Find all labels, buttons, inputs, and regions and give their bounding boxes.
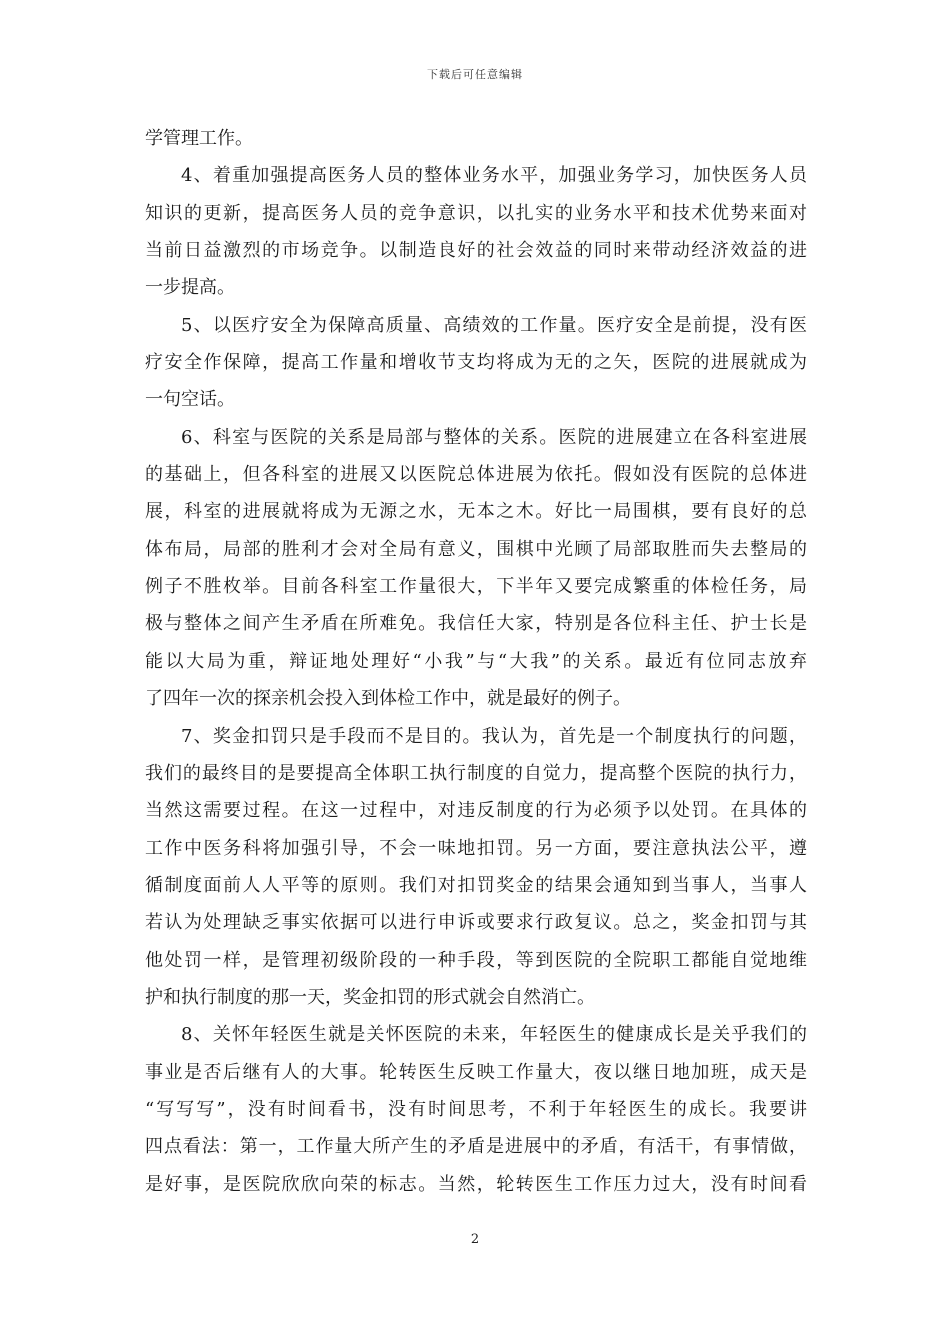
paragraph-line: 若认为处理缺乏事实依据可以进行申诉或要求行政复议。总之，奖金扣罚与其 xyxy=(145,912,807,934)
paragraph-line: 极与整体之间产生矛盾在所难免。我信任大家，特别是各位科主任、护士长是 xyxy=(145,613,807,635)
paragraph-line: 4、着重加强提高医务人员的整体业务水平，加强业务学习，加快医务人员 xyxy=(181,165,807,187)
paragraph-line: 事业是否后继有人的大事。轮转医生反映工作量大，夜以继日地加班，成天是 xyxy=(145,1061,807,1083)
paragraph-line: 循制度面前人人平等的原则。我们对扣罚奖金的结果会通知到当事人，当事人 xyxy=(145,874,807,896)
paragraph-line: 的基础上，但各科室的进展又以医院总体进展为依托。假如没有医院的总体进 xyxy=(145,464,807,486)
paragraph-line: 一句空话。 xyxy=(145,389,235,411)
paragraph-line: 展，科室的进展就将成为无源之水，无本之木。好比一局围棋，要有良好的总 xyxy=(145,501,807,523)
paragraph-line: 疗安全作保障，提高工作量和增收节支均将成为无的之矢，医院的进展就成为 xyxy=(145,352,807,374)
page-header: 下载后可任意编辑 xyxy=(427,68,523,81)
paragraph-line: 了四年一次的探亲机会投入到体检工作中，就是最好的例子。 xyxy=(145,688,631,710)
paragraph-line: 知识的更新，提高医务人员的竞争意识，以扎实的业务水平和技术优势来面对 xyxy=(145,202,807,224)
paragraph-line: 7、奖金扣罚只是手段而不是目的。我认为，首先是一个制度执行的问题， xyxy=(181,725,807,747)
paragraph-line: 我们的最终目的是要提高全体职工执行制度的自觉力，提高整个医院的执行力， xyxy=(145,762,807,784)
paragraph-line: 当前日益激烈的市场竞争。以制造良好的社会效益的同时来带动经济效益的进 xyxy=(145,240,807,262)
paragraph-line: 例子不胜枚举。目前各科室工作量很大，下半年又要完成繁重的体检任务，局 xyxy=(145,576,807,598)
paragraph-line: 当然这需要过程。在这一过程中，对违反制度的行为必须予以处罚。在具体的 xyxy=(145,800,807,822)
paragraph-line: 6、科室与医院的关系是局部与整体的关系。医院的进展建立在各科室进展 xyxy=(181,426,807,448)
page-number: 2 xyxy=(470,1232,480,1247)
paragraph-line: 体布局，局部的胜利才会对全局有意义，围棋中光顾了局部取胜而失去整局的 xyxy=(145,538,807,560)
paragraph-line: 工作中医务科将加强引导，不会一味地扣罚。另一方面，要注意执法公平，遵 xyxy=(145,837,807,859)
paragraph-line: 学管理工作。 xyxy=(145,128,253,149)
paragraph-line: 一步提高。 xyxy=(145,277,235,299)
paragraph-line: 他处罚一样，是管理初级阶段的一种手段，等到医院的全院职工都能自觉地维 xyxy=(145,949,807,971)
paragraph-line: “写写写”，没有时间看书，没有时间思考，不利于年轻医生的成长。我要讲 xyxy=(145,1098,807,1120)
paragraph-line: 能以大局为重，辩证地处理好“小我”与“大我”的关系。最近有位同志放弃 xyxy=(145,650,807,672)
paragraph-line: 四点看法：第一，工作量大所产生的矛盾是进展中的矛盾，有活干，有事情做， xyxy=(145,1136,807,1158)
document-body xyxy=(145,120,807,1203)
paragraph-line: 5、以医疗安全为保障高质量、高绩效的工作量。医疗安全是前提，没有医 xyxy=(181,314,807,336)
paragraph-line: 8、关怀年轻医生就是关怀医院的未来，年轻医生的健康成长是关乎我们的 xyxy=(181,1024,807,1046)
paragraph-line: 是好事，是医院欣欣向荣的标志。当然，轮转医生工作压力过大，没有时间看 xyxy=(145,1173,807,1195)
paragraph-line: 护和执行制度的那一天，奖金扣罚的形式就会自然消亡。 xyxy=(145,986,595,1008)
